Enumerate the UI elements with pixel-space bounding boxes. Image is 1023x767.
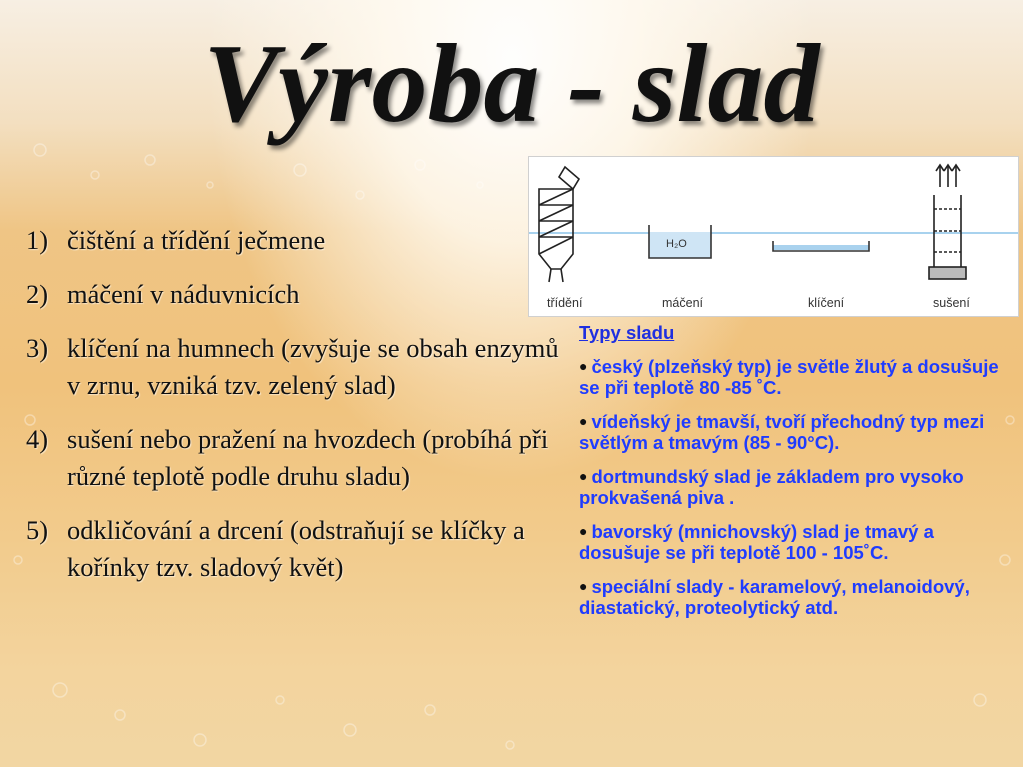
list-item (26, 512, 574, 586)
list-item (26, 276, 574, 313)
list-item (579, 576, 999, 619)
list-item (579, 466, 999, 509)
step-text: čištění a třídění ječmene (67, 225, 326, 255)
step-text: sušení nebo pražení na hvozdech (probíhá při různé teplotě podle druhu sladu) (67, 424, 549, 491)
step-text: odkličování a drcení (odstraňují se klíčky a kořínky tzv. sladový květ) (67, 515, 525, 582)
malting-process-diagram (528, 156, 1019, 317)
process-steps-list (26, 222, 574, 603)
diagram-label-drying: sušení (933, 296, 970, 310)
step-number: 5) (26, 515, 49, 545)
malt-type-text: dortmundský slad je základem pro vysoko prokvašená piva . (579, 465, 964, 508)
step-number: 3) (26, 333, 49, 363)
diagram-label-sorting: třídění (547, 296, 583, 310)
list-item (579, 411, 999, 454)
malt-types-panel (579, 322, 999, 631)
diagram-label-germination: klíčení (808, 296, 845, 310)
malt-type-text: speciální slady - karamelový, melanoidový, diastatický, proteolytický atd. (579, 575, 970, 618)
list-item (579, 356, 999, 399)
diagram-label-steeping: máčení (662, 296, 703, 310)
bullet-icon: ● (579, 522, 588, 539)
malt-type-text: český (plzeňský typ) je světle žlutý a dosušuje se při teplotě 80 -85 ˚C. (579, 355, 999, 398)
list-item (26, 330, 574, 404)
vessel-label: H₂O (666, 238, 687, 250)
list-item (26, 421, 574, 495)
step-text: klíčení na humnech (zvyšuje se obsah enzymů v zrnu, vzniká tzv. zelený slad) (67, 333, 559, 400)
bullet-icon: ● (579, 577, 588, 594)
step-number: 4) (26, 424, 49, 454)
steeping-tank-icon (649, 225, 711, 258)
process-illustration (529, 157, 1018, 316)
step-text: máčení v náduvnicích (67, 279, 300, 309)
malt-type-text: vídeňský je tmavší, tvoří přechodný typ mezi světlým a tmavým (85 - 90°C). (579, 410, 985, 453)
sorting-tower-icon (539, 167, 579, 282)
bullet-icon: ● (579, 467, 588, 484)
list-item (26, 222, 574, 259)
page-title: Výroba - slad (203, 22, 820, 146)
list-item (579, 521, 999, 564)
bullet-icon: ● (579, 357, 588, 374)
malt-types-heading: Typy sladu (579, 322, 675, 343)
step-number: 2) (26, 279, 49, 309)
kiln-icon (929, 165, 966, 279)
bullet-icon: ● (579, 412, 588, 429)
malt-type-text: bavorský (mnichovský) slad je tmavý a dosušuje se při teplotě 100 - 105˚C. (579, 520, 934, 563)
step-number: 1) (26, 225, 49, 255)
germination-floor-icon (773, 241, 869, 251)
